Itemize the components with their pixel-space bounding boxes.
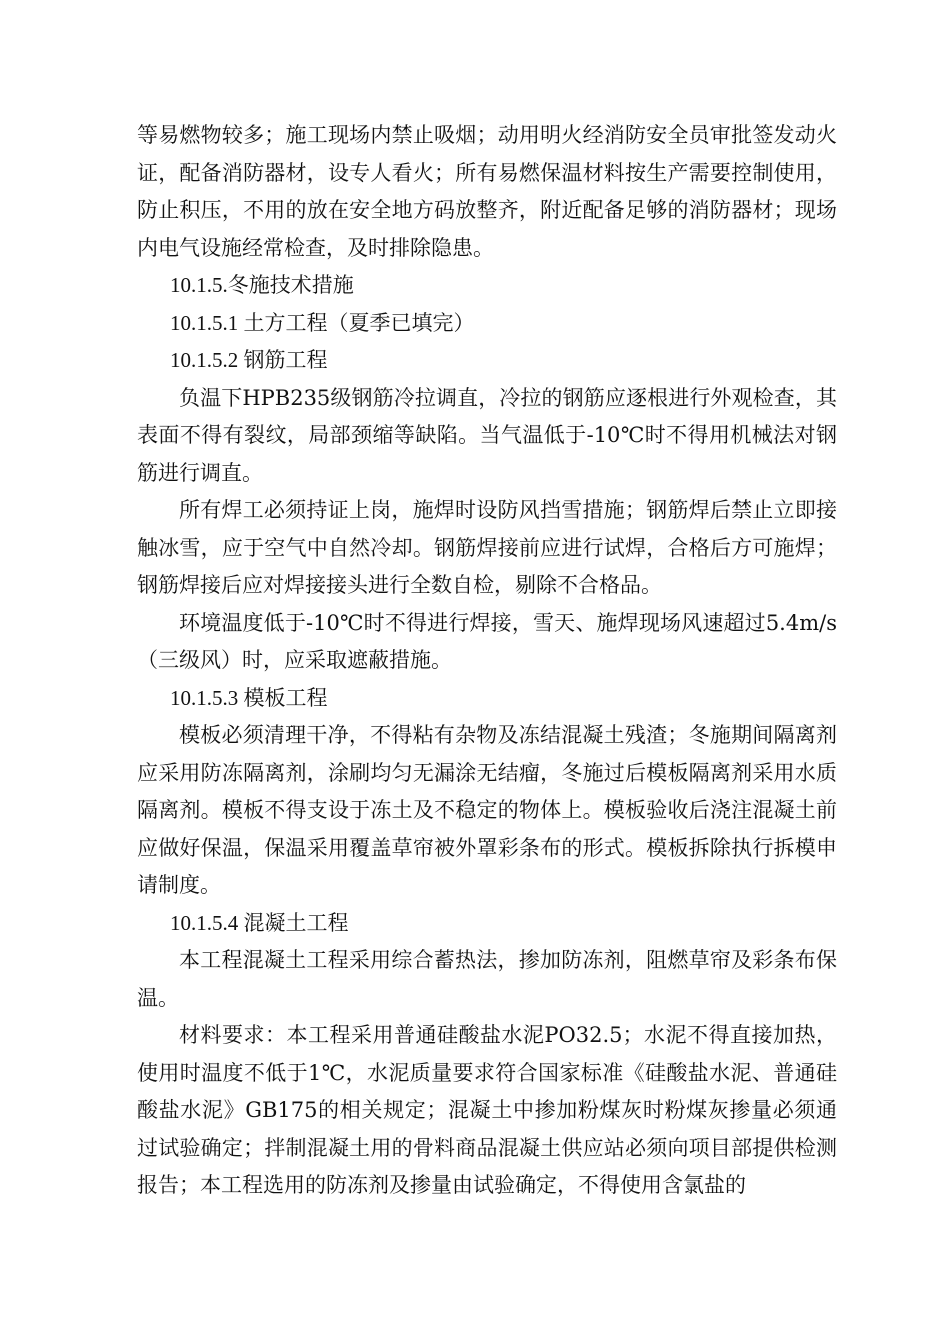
paragraph-formwork-requirements: 模板必须清理干净，不得粘有杂物及冻结混凝土残渣；冬施期间隔离剂应采用防冻隔离剂，涂刷均匀无漏涂无结瘤，冬施过后模板隔离剂采用水质隔离剂。模板不得支设于冻土及不稳定的物体上。模板验收后浇注混凝土前应做好保温，保温采用覆盖草帘被外罩彩条布的形式。模板拆除执行拆模申请制度。 bbox=[137, 723, 837, 897]
paragraph-concrete-method: 本工程混凝土工程采用综合蓄热法，掺加防冻剂，阻燃草帘及彩条布保温。 bbox=[137, 948, 837, 1010]
heading-earthwork: 10.1.5.1 土方工程（夏季已填完） bbox=[170, 310, 475, 335]
paragraph-welding-temperature: 环境温度低于-10℃时不得进行焊接，雪天、施焊现场风速超过5.4m/s（三级风）时，应采取遮蔽措施。 bbox=[137, 610, 837, 672]
heading-winter-construction-measures: 10.1.5.冬施技术措施 bbox=[170, 273, 354, 297]
paragraph-rebar-straightening: 负温下HPB235级钢筋冷拉调直，冷拉的钢筋应逐根进行外观检查，其表面不得有裂纹，局部颈缩等缺陷。当气温低于-10℃时不得用机械法对钢筋进行调直。 bbox=[137, 385, 837, 485]
heading-formwork: 10.1.5.3 模板工程 bbox=[170, 685, 328, 710]
heading-concrete-works: 10.1.5.4 混凝土工程 bbox=[170, 910, 349, 935]
paragraph-fire-safety-continued: 等易燃物较多；施工现场内禁止吸烟；动用明火经消防安全员审批签发动火证，配备消防器材，设专人看火；所有易燃保温材料按生产需要控制使用，防止积压，不用的放在安全地方码放整齐，附近配备足够的消防器材；现场内电气设施经常检查，及时排除隐患。 bbox=[137, 123, 837, 260]
paragraph-welder-requirements: 所有焊工必须持证上岗，施焊时设防风挡雪措施；钢筋焊后禁止立即接触冰雪，应于空气中自然冷却。钢筋焊接前应进行试焊，合格后方可施焊；钢筋焊接后应对焊接接头进行全数自检，剔除不合格品。 bbox=[137, 498, 837, 597]
document-page bbox=[137, 117, 837, 1205]
heading-rebar-works: 10.1.5.2 钢筋工程 bbox=[170, 348, 328, 372]
paragraph-material-requirements: 材料要求：本工程采用普通硅酸盐水泥PO32.5；水泥不得直接加热，使用时温度不低于1℃，水泥质量要求符合国家标准《硅酸盐水泥、普通硅酸盐水泥》GB175的相关规定；混凝土中掺加粉煤灰时粉煤灰掺量必须通过试验确定；拌制混凝土用的骨料商品混凝土供应站必须向项目部提供检测报告；本工程选用的防冻剂及掺量由试验确定，不得使用含氯盐的 bbox=[137, 1023, 837, 1197]
